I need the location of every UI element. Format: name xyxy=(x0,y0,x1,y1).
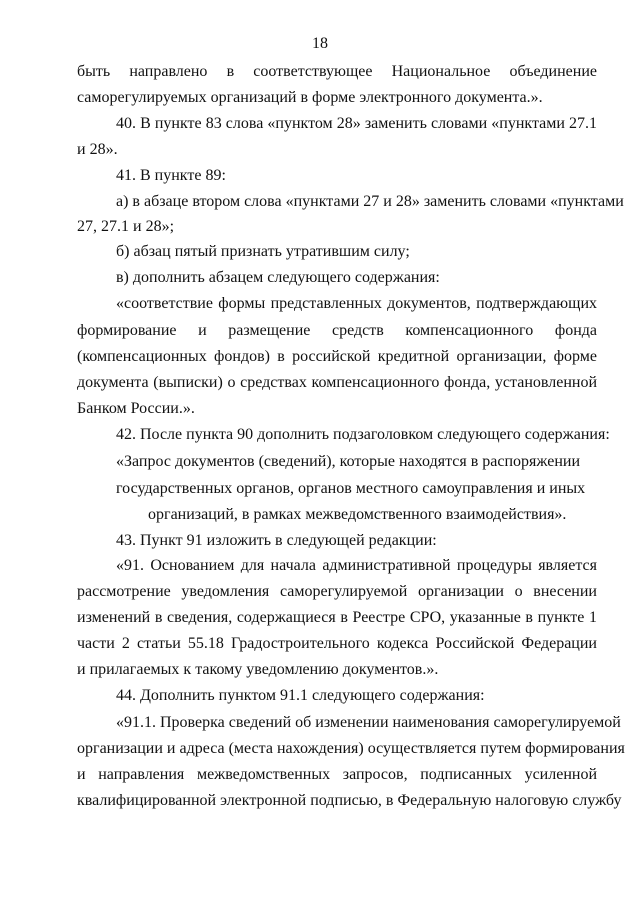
text-line: 42. После пункта 90 дополнить подзаголовком следующего содержания: xyxy=(116,426,610,443)
text-line: «91. Основанием для начала административной процедуры является xyxy=(116,557,597,574)
text-line: организации и адреса (места нахождения) осуществляется путем формирования xyxy=(77,740,625,757)
text-line: б) абзац пятый признать утратившим силу; xyxy=(116,243,410,260)
text-line: 44. Дополнить пунктом 91.1 следующего содержания: xyxy=(116,687,485,704)
text-line: квалифицированной электронной подписью, в Федеральную налоговую службу xyxy=(77,792,622,809)
subheading-line: организаций, в рамках межведомственного взаимодействия». xyxy=(148,506,567,523)
text-line: 41. В пункте 89: xyxy=(116,167,226,184)
text-line: быть направлено в соответствующее Национальное объединение xyxy=(77,63,597,80)
text-line: 43. Пункт 91 изложить в следующей редакции: xyxy=(116,532,437,549)
text-line: изменений в сведения, содержащиеся в Реестре СРО, указанные в пункте 1 xyxy=(77,609,597,626)
text-line: и прилагаемых к такому уведомлению документов.». xyxy=(77,661,439,678)
text-line: саморегулируемых организаций в форме электронного документа.». xyxy=(77,89,543,106)
page-number: 18 xyxy=(312,35,328,52)
text-line: а) в абзаце втором слова «пунктами 27 и 28» заменить словами «пунктами xyxy=(116,193,624,210)
text-line: документа (выписки) о средствах компенсационного фонда, установленной xyxy=(77,374,597,391)
text-line: части 2 статьи 55.18 Градостроительного кодекса Российской Федерации xyxy=(77,635,597,652)
text-line: и направления межведомственных запросов, подписанных усиленной xyxy=(77,766,597,783)
text-line: рассмотрение уведомления саморегулируемой организации о внесении xyxy=(77,583,597,600)
text-line: «соответствие формы представленных документов, подтверждающих xyxy=(116,295,597,312)
text-line: и 28». xyxy=(77,141,118,158)
text-line: (компенсационных фондов) в российской кредитной организации, форме xyxy=(77,348,597,365)
text-line: 40. В пункте 83 слова «пунктом 28» заменить словами «пунктами 27.1 xyxy=(116,115,597,132)
text-line: Банком России.». xyxy=(77,400,195,417)
subheading-line: «Запрос документов (сведений), которые находятся в распоряжении xyxy=(116,453,581,470)
text-line: формирование и размещение средств компенсационного фонда xyxy=(77,322,597,339)
text-line: «91.1. Проверка сведений об изменении наименования саморегулируемой xyxy=(116,714,621,731)
text-line: в) дополнить абзацем следующего содержания: xyxy=(116,269,440,286)
subheading-line: государственных органов, органов местного самоуправления и иных xyxy=(116,480,586,497)
text-line: 27, 27.1 и 28»; xyxy=(77,218,175,235)
